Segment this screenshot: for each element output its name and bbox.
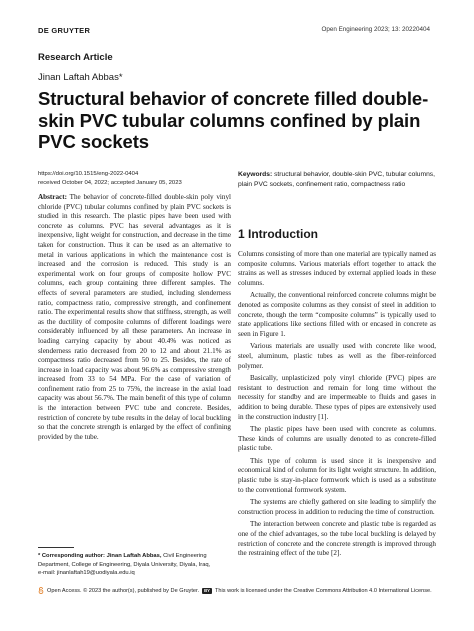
keywords-label: Keywords: bbox=[238, 171, 273, 178]
open-access-lock-icon bbox=[38, 587, 44, 594]
intro-paragraph: Various materials are usually used with concrete like wood, steel, aluminum, plastic tubes as well as the fiber-reinforced polymer. bbox=[238, 342, 436, 370]
journal-info: Open Engineering 2023; 13: 20220404 bbox=[321, 26, 430, 33]
abstract-text: The behavior of concrete-filled double-skin poly vinyl chloride (PVC) tubular columns confined by plain PVC sockets is studied in this research. The plastic pipes have been used with concrete as columns. PVC has several advantages as it is inexpensive, light weight for construction, and decrease in the time taken for construction. Thus it can be used as an alternative to metal in various applications in which the maintenance cost is increased and the corrosion is reduced. This study is an experimental work on four groups of composite hollow PVC columns, each group containing three different samples. The effects of several parameters are studied, including slenderness ratio, compactness ratio, compressive strength, and confinement ratio. The experimental results show that stiffness, strength, as well as the ductility of composite columns of different loadings were considerably influenced by all these parameters. An increase in loading carrying capacity by about 40.4% was noticed as slenderness ratio decreased from 20 to 12 and about 21.1% as compactness ratio decreased from 50 to 25. Besides, the rate of increase in load capacity was about 96.6% as compressive strength increased from 33 to 54 MPa. For the case of variation of confinement ratio from 25 to 75%, the increase in the axial load capacity was about 56.7%. The main benefit of this type of column is the interaction between PVC tube and concrete. Besides, restriction of concrete by tube results in the delay of local buckling so that the concrete strength is enlarged by the effect of confining provided by the tube. bbox=[38, 193, 232, 441]
article-meta bbox=[38, 170, 182, 188]
article-title: Structural behavior of concrete filled double-skin PVC tubular columns confined by plain PVC sockets bbox=[38, 88, 429, 152]
article-dates: received October 04, 2022; accepted January 05, 2023 bbox=[38, 180, 182, 186]
introduction-column bbox=[238, 250, 436, 562]
author-name: Jinan Laftah Abbas* bbox=[38, 72, 123, 83]
intro-paragraph: Actually, the conventional reinforced concrete columns might be denoted as composite columns as they consist of steel in addition to concrete, though the term “composite columns” is typically used to state applications like sections filled with or encased in concrete as seen in Figure 1. bbox=[238, 291, 436, 338]
corresponding-affiliation: Civil Engineering Department, College of Engineering, Diyala University, Diyala, Iraq, bbox=[38, 553, 211, 568]
intro-paragraph: This type of column is used since it is inexpensive and economical kind of column for its light weight structure. In addition, plastic tube is stay-in-place formwork which is used as a substitute to the conventional formwork system. bbox=[238, 456, 436, 494]
intro-paragraph: The plastic pipes have been used with concrete as columns. These kinds of columns are usually denoted to as concrete-filled plastic tube. bbox=[238, 425, 436, 453]
creative-commons-by-badge[interactable] bbox=[202, 588, 212, 594]
open-access-text: Open Access. © 2023 the author(s), published by De Gruyter. bbox=[47, 587, 200, 594]
cc-badge-label: BY bbox=[204, 587, 210, 593]
article-type: Research Article bbox=[38, 52, 113, 63]
license-text: This work is licensed under the Creative Commons Attribution 4.0 International License. bbox=[214, 587, 432, 594]
abstract-label: Abstract: bbox=[38, 193, 67, 201]
intro-paragraph: Columns consisting of more than one material are typically named as composite columns. Various materials effort together to attack the strains as well as stresses induced by external applied loads in these columns. bbox=[238, 250, 436, 287]
license-footer bbox=[38, 587, 438, 594]
keywords bbox=[238, 170, 436, 189]
publisher-name: DE GRUYTER bbox=[38, 26, 91, 35]
keywords-text: structural behavior, double-skin PVC, tubular columns, plain PVC sockets, confinement ratio, compactness ratio bbox=[238, 171, 436, 188]
corresponding-label: * Corresponding author: Jinan Laftah Abbas, bbox=[38, 553, 162, 559]
section-heading: 1 Introduction bbox=[238, 227, 318, 241]
corresponding-author bbox=[38, 552, 233, 578]
abstract bbox=[38, 193, 231, 442]
intro-paragraph: The systems are chiefly gathered on site leading to simplify the construction process in addition to reducing the time of construction. bbox=[238, 498, 436, 516]
abstract-column bbox=[38, 193, 231, 442]
doi-link[interactable]: https://doi.org/10.1515/eng-2022-0404 bbox=[38, 171, 139, 177]
intro-paragraph: Basically, unplasticized poly vinyl chloride (PVC) pipes are resistant to destruction and remain for long time without the necessity for standby and are impermeable to fluids and gases in addition to being durable. These types of pipes are extensively used in the construction industry [1]. bbox=[238, 374, 436, 421]
corresponding-email[interactable]: e-mail: jinanlaftah19@uodiyala.edu.iq bbox=[38, 570, 135, 577]
footnote-divider bbox=[38, 547, 74, 548]
intro-paragraph: The interaction between concrete and plastic tube is regarded as one of the chief advantages, so the tube local buckling is delayed by restriction of concrete and the concrete strength is improved through the restraining effect of the tube [2]. bbox=[238, 520, 436, 558]
